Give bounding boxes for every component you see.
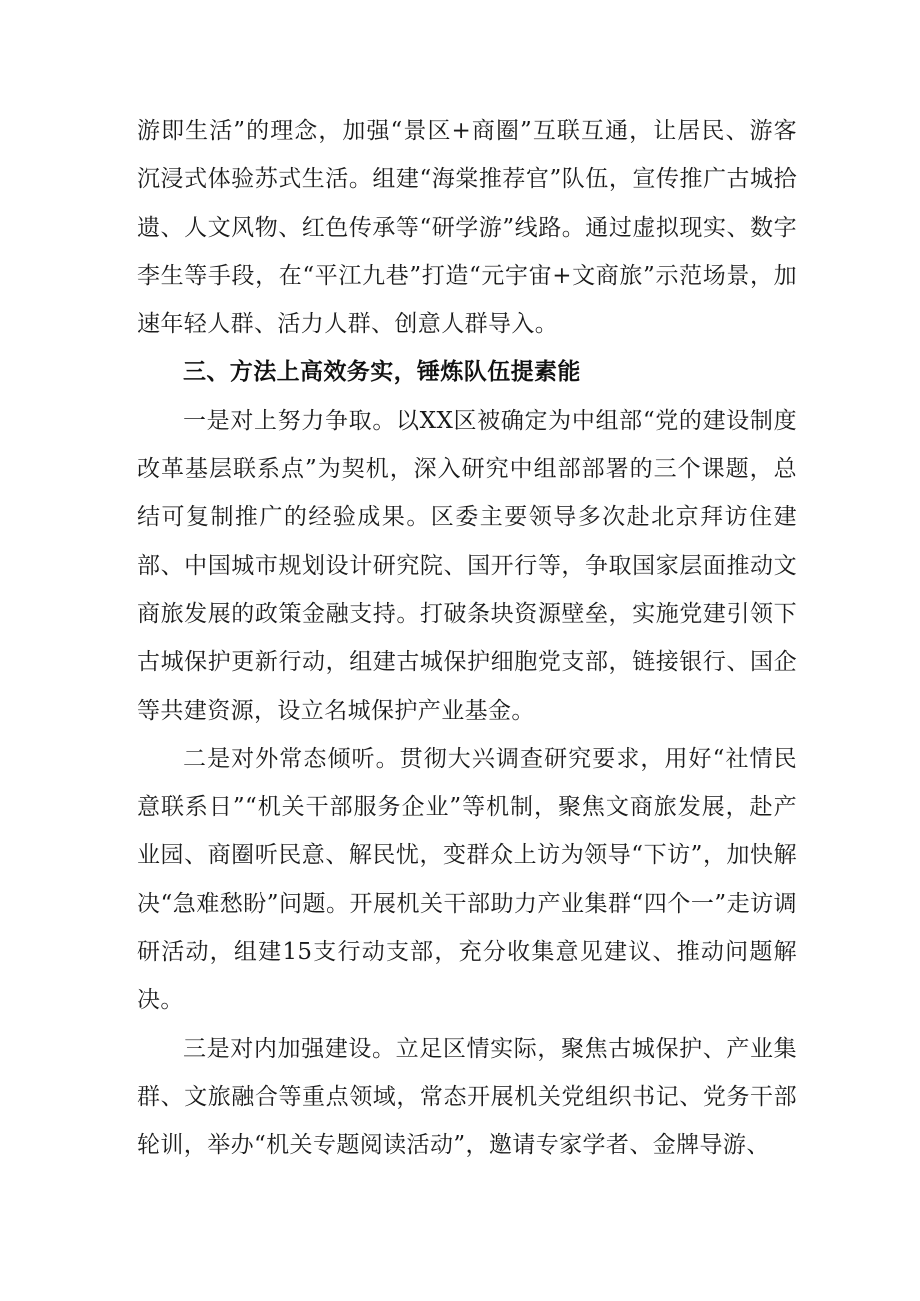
paragraph-upward-efforts: 一是对上努力争取。以XX区被确定为中组部“党的建设制度改革基层联系点”为契机，深入研究中组部部署的三个课题，总结可复制推广的经验成果。区委主要领导多次赴北京拜访住建部、中国城市规划设计研究院、国开行等，争取国家层面推动文商旅发展的政策金融支持。打破条块资源壁垒，实施党建引领下古城保护更新行动，组建古城保护细胞党支部，链接银行、国企等共建资源，设立名城保护产业基金。: [137, 407, 797, 724]
document-body: [137, 107, 797, 1170]
continued-paragraph: 游即生活”的理念，加强“景区+商圈”互联互通，让居民、游客沉浸式体验苏式生活。组建“海棠推荐官”队伍，宣传推广古城拾遗、人文风物、红色传承等“研学游”线路。通过虚拟现实、数字李生等手段，在“平江九巷”打造“元宇宙+文商旅”示范场景，加速年轻人群、活力人群、创意人群导入。: [137, 118, 797, 338]
paragraph-external-listening: 二是对外常态倾听。贯彻大兴调查研究要求，用好“社情民意联系日”“机关干部服务企业”等机制，聚焦文商旅发展，赴产业园、商圈听民意、解民忧，变群众上访为领导“下访”，加快解决“急难愁盼”问题。开展机关干部助力产业集群“四个一”走访调研活动，组建15支行动支部，充分收集意见建议、推动问题解决。: [137, 745, 797, 1014]
paragraph-internal-building: 三是对内加强建设。立足区情实际，聚焦古城保护、产业集群、文旅融合等重点领域，常态开展机关党组织书记、党务干部轮训，举办“机关专题阅读活动”，邀请专家学者、金牌导游、: [137, 1035, 797, 1159]
section-heading: 三、方法上高效务实，锤炼队伍提素能: [183, 359, 581, 386]
